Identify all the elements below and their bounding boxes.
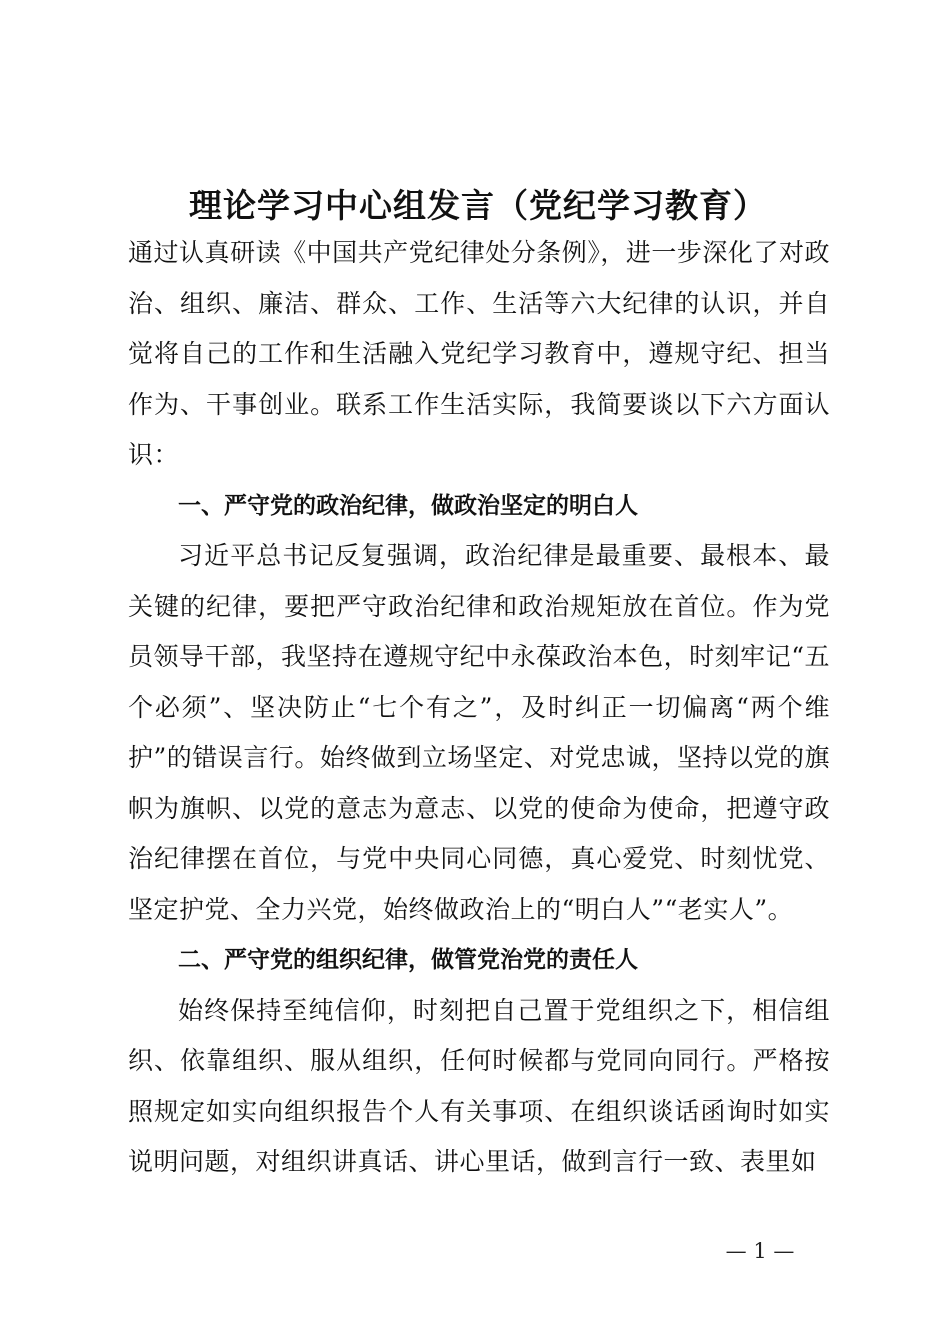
section-heading-1: 一、严守党的政治纪律，做政治坚定的明白人 (178, 492, 638, 519)
section-heading-2: 二、严守党的组织纪律，做管党治党的责任人 (178, 947, 638, 973)
page-number: — 1 — (725, 1239, 795, 1263)
document-title: 理论学习中心组发言（党纪学习教育） (189, 186, 767, 225)
section-paragraph-1: 习近平总书记反复强调，政治纪律是最重要、最根本、最关键的纪律，要把严守政治纪律和政治规矩放在首位。作为党员领导干部，我坚持在遵规守纪中永葆政治本色，时刻牢记“五个必须”、坚决防止“七个有之”，及时纠正一切偏离“两个维护”的错误言行。始终做到立场坚定、对党忠诚，坚持以党的旗帜为旗帜、以党的意志为意志、以党的使命为使命，把遵守政治纪律摆在首位，与党中央同心同德，真心爱党、时刻忧党、坚定护党、全力兴党，始终做政治上的“明白人”“老实人”。 (128, 541, 830, 924)
section-paragraph-2: 始终保持至纯信仰，时刻把自己置于党组织之下，相信组织、依靠组织、服从组织，任何时候都与党同向同行。严格按照规定如实向组织报告个人有关事项、在组织谈话函询时如实说明问题，对组织讲真话、讲心里话，做到言行一致、表里如 (128, 995, 830, 1176)
document-body (128, 228, 830, 1188)
intro-paragraph: 通过认真研读《中国共产党纪律处分条例》，进一步深化了对政治、组织、廉洁、群众、工作、生活等六大纪律的认识，并自觉将自己的工作和生活融入党纪学习教育中，遵规守纪、担当作为、干事创业。联系工作生活实际，我简要谈以下六方面认识： (128, 238, 830, 469)
